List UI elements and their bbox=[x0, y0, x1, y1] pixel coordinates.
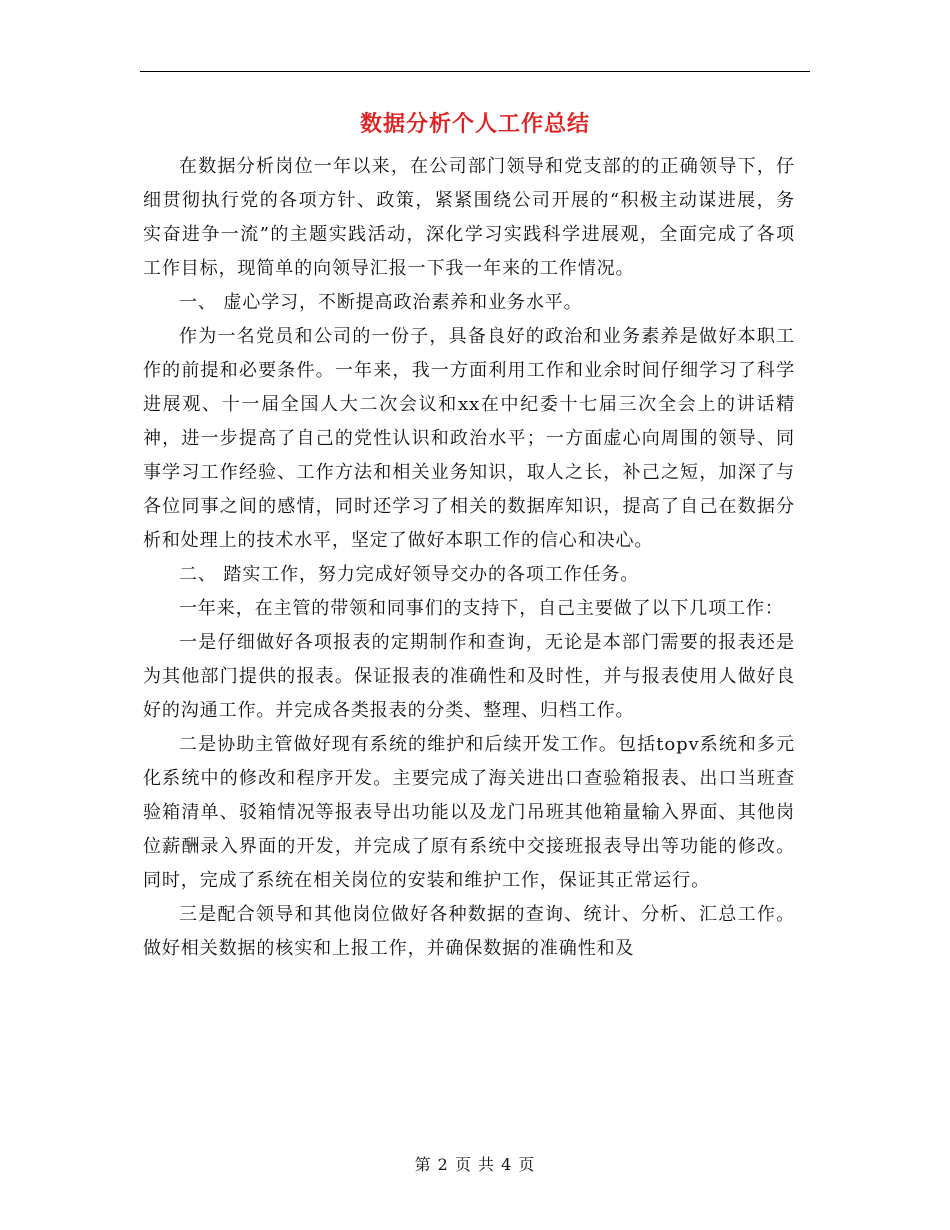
section-heading: 一、 虚心学习，不断提高政治素养和业务水平。 bbox=[179, 292, 583, 313]
paragraph: 作为一名党员和公司的一份子，具备良好的政治和业务素养是做好本职工作的前提和必要条件。一年来，我一方面利用工作和业余时间仔细学习了科学进展观、十一届全国人大二次会议和xx在中纪委十七届三次全会上的讲话精神，进一步提高了自己的党性认识和政治水平；一方面虚心向周围的领导、同事学习工作经验、工作方法和相关业务知识，取人之长，补己之短，加深了与各位同事之间的感情，同时还学习了相关的数据库知识，提高了自己在数据分析和处理上的技术水平，坚定了做好本职工作的信心和决心。 bbox=[143, 326, 795, 551]
section-heading: 二、 踏实工作，努力完成好领导交办的各项工作任务。 bbox=[179, 564, 640, 585]
paragraph: 一是仔细做好各项报表的定期制作和查询，无论是本部门需要的报表还是为其他部门提供的报表。保证报表的准确性和及时性，并与报表使用人做好良好的沟通工作。并完成各类报表的分类、整理、归档工作。 bbox=[143, 632, 795, 721]
header-rule bbox=[140, 71, 810, 72]
paragraph: 在数据分析岗位一年以来，在公司部门领导和党支部的的正确领导下，仔细贯彻执行党的各项方针、政策，紧紧围绕公司开展的“积极主动谋进展，务实奋进争一流”的主题实践活动，深化学习实践科学进展观，全面完成了各项工作目标，现简单的向领导汇报一下我一年来的工作情况。 bbox=[143, 156, 795, 279]
paragraph: 三是配合领导和其他岗位做好各种数据的查询、统计、分析、汇总工作。做好相关数据的核实和上报工作，并确保数据的准确性和及 bbox=[143, 904, 795, 959]
page-number: 第 2 页 共 4 页 bbox=[414, 1155, 536, 1174]
document-body bbox=[143, 150, 795, 966]
paragraph: 一年来，在主管的带领和同事们的支持下，自己主要做了以下几项工作： bbox=[179, 598, 784, 619]
paragraph: 二是协助主管做好现有系统的维护和后续开发工作。包括topv系统和多元化系统中的修改和程序开发。主要完成了海关进出口查验箱报表、出口当班查验箱清单、驳箱情况等报表导出功能以及龙门吊班其他箱量输入界面、其他岗位薪酬录入界面的开发，并完成了原有系统中交接班报表导出等功能的修改。同时，完成了系统在相关岗位的安装和维护工作，保证其正常运行。 bbox=[143, 734, 795, 891]
document-title: 数据分析个人工作总结 bbox=[359, 111, 590, 137]
